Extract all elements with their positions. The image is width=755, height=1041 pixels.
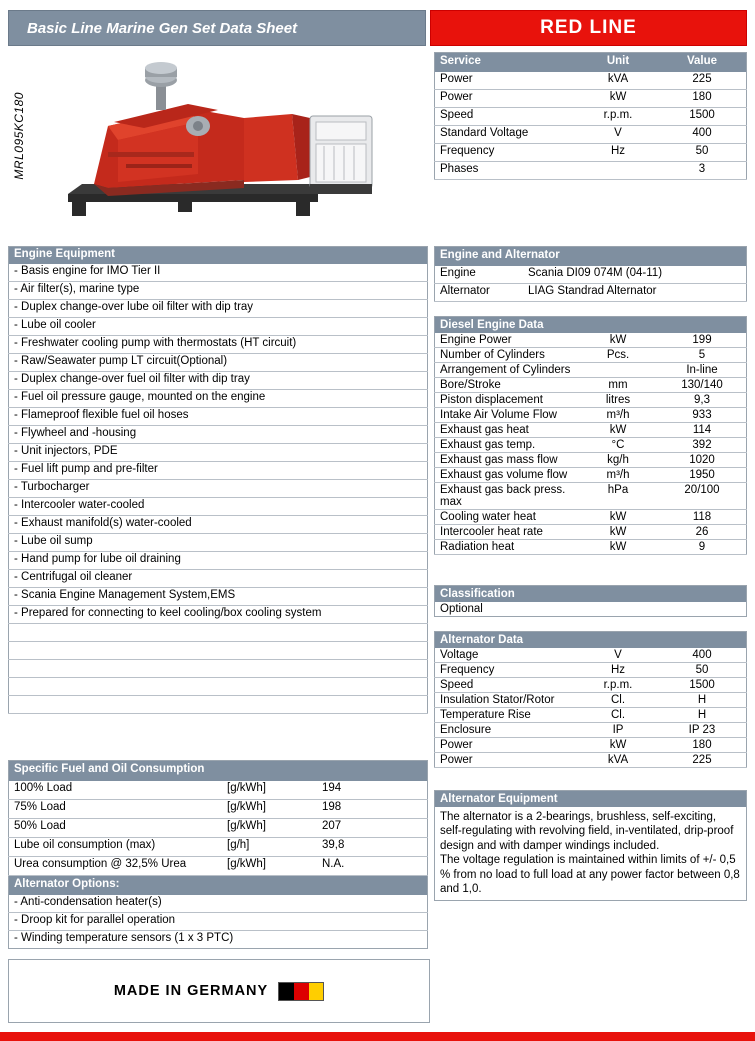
list-item	[9, 913, 428, 931]
row-value: 194	[308, 781, 428, 800]
row-value: 180	[658, 90, 747, 108]
row-unit: Pcs.	[578, 348, 658, 363]
engine-equipment-header	[9, 247, 428, 265]
list-item	[9, 696, 428, 714]
row-label: Exhaust gas heat	[435, 423, 579, 438]
row-value: 207	[308, 819, 428, 838]
item-label: - Droop kit for parallel operation	[9, 913, 428, 931]
row-value: 1500	[658, 678, 747, 693]
row-label: 75% Load	[9, 800, 223, 819]
alternator-data-header	[435, 632, 747, 649]
row-label: Intercooler heat rate	[435, 525, 579, 540]
row-unit: litres	[578, 393, 658, 408]
item-label	[9, 696, 428, 714]
alternator-equipment-paragraph-2: The voltage regulation is maintained within limits of +/- 0,5 % from no load to full load at any power factor between 0,8 and 1,0.	[440, 854, 740, 895]
row-value: N.A.	[308, 857, 428, 876]
row-label: Engine Power	[435, 333, 579, 348]
item-label: - Prepared for connecting to keel cooling/box cooling system	[9, 606, 428, 624]
table-row	[435, 738, 747, 753]
table-row	[435, 693, 747, 708]
list-item	[9, 282, 428, 300]
list-item	[9, 606, 428, 624]
section-title: Specific Fuel and Oil Consumption	[9, 761, 428, 782]
row-unit: kW	[578, 525, 658, 540]
service-table	[434, 52, 747, 180]
row-unit: r.p.m.	[578, 678, 658, 693]
item-label: - Air filter(s), marine type	[9, 282, 428, 300]
row-unit: kW	[578, 423, 658, 438]
table-row	[435, 602, 747, 617]
table-row	[435, 126, 747, 144]
section-title: Engine and Alternator	[435, 247, 747, 267]
list-item	[9, 534, 428, 552]
list-item	[9, 318, 428, 336]
row-unit: hPa	[578, 483, 658, 510]
list-item	[9, 480, 428, 498]
table-row	[435, 723, 747, 738]
row-unit	[578, 162, 658, 180]
row-unit: m³/h	[578, 468, 658, 483]
row-unit: [g/kWh]	[222, 781, 308, 800]
row-label: Speed	[435, 108, 579, 126]
table-row	[435, 423, 747, 438]
row-value: 198	[308, 800, 428, 819]
item-label: - Lube oil sump	[9, 534, 428, 552]
row-value: 118	[658, 510, 747, 525]
item-label	[9, 678, 428, 696]
list-item	[9, 931, 428, 949]
row-label: Frequency	[435, 144, 579, 162]
row-label: Intake Air Volume Flow	[435, 408, 579, 423]
row-value: 933	[658, 408, 747, 423]
list-item	[9, 660, 428, 678]
engine-photo	[48, 56, 398, 226]
row-unit: kW	[578, 738, 658, 753]
top-section	[8, 52, 747, 232]
item-label: - Intercooler water-cooled	[9, 498, 428, 516]
table-row	[9, 838, 428, 857]
row-unit: kVA	[578, 753, 658, 768]
row-label: Frequency	[435, 663, 579, 678]
table-row	[435, 510, 747, 525]
row-unit: kW	[578, 90, 658, 108]
row-unit: kW	[578, 333, 658, 348]
section-title: Classification	[435, 586, 747, 603]
classification-table	[434, 585, 747, 617]
row-unit: [g/kWh]	[222, 857, 308, 876]
row-label: 100% Load	[9, 781, 223, 800]
service-table-header	[435, 53, 747, 73]
section-title: Alternator Equipment	[435, 791, 747, 808]
row-value: 20/100	[658, 483, 747, 510]
main-columns	[8, 246, 747, 1023]
engine-equipment-table	[8, 246, 428, 714]
item-label	[9, 624, 428, 642]
engine-alternator-header	[435, 247, 747, 267]
table-row	[9, 857, 428, 876]
row-unit	[578, 363, 658, 378]
row-unit: V	[578, 126, 658, 144]
row-label: Temperature Rise	[435, 708, 579, 723]
diesel-engine-data-header	[435, 317, 747, 334]
table-row	[435, 663, 747, 678]
item-label: - Centrifugal oil cleaner	[9, 570, 428, 588]
table-row	[435, 468, 747, 483]
alternator-equipment-paragraph-1: The alternator is a 2-bearings, brushless, self-exciting, self-regulating with revolving field, in-ventilated, drip-proof design and with damper windings included.	[440, 811, 734, 852]
list-item	[9, 300, 428, 318]
row-value: 50	[658, 144, 747, 162]
row-value: 400	[658, 126, 747, 144]
row-value: 130/140	[658, 378, 747, 393]
row-unit: °C	[578, 438, 658, 453]
list-item	[9, 678, 428, 696]
row-label: Exhaust gas volume flow	[435, 468, 579, 483]
item-label: - Flameproof flexible fuel oil hoses	[9, 408, 428, 426]
row-value: H	[658, 693, 747, 708]
list-item	[9, 624, 428, 642]
row-value: 225	[658, 753, 747, 768]
row-unit: [g/h]	[222, 838, 308, 857]
table-row	[435, 162, 747, 180]
row-unit: kW	[578, 510, 658, 525]
row-unit: [g/kWh]	[222, 800, 308, 819]
row-value: 39,8	[308, 838, 428, 857]
section-title: Engine Equipment	[9, 247, 428, 265]
row-value: In-line	[658, 363, 747, 378]
service-col-unit: Unit	[578, 53, 658, 73]
table-row	[435, 393, 747, 408]
engine-alternator-table	[434, 246, 747, 302]
service-panel	[428, 52, 747, 232]
row-unit: V	[578, 648, 658, 663]
list-item	[9, 444, 428, 462]
row-label: Radiation heat	[435, 540, 579, 555]
row-unit: m³/h	[578, 408, 658, 423]
row-label: Exhaust gas temp.	[435, 438, 579, 453]
section-title: Alternator Options:	[9, 876, 428, 895]
table-row	[435, 708, 747, 723]
table-row	[435, 540, 747, 555]
table-row	[435, 525, 747, 540]
page-header	[8, 10, 747, 46]
list-item	[9, 552, 428, 570]
row-value: 180	[658, 738, 747, 753]
table-row	[9, 800, 428, 819]
table-row	[435, 108, 747, 126]
table-row	[435, 333, 747, 348]
row-label: Engine	[435, 266, 524, 284]
row-label: Speed	[435, 678, 579, 693]
table-row	[435, 72, 747, 90]
item-label: - Fuel oil pressure gauge, mounted on the engine	[9, 390, 428, 408]
list-item	[9, 462, 428, 480]
row-unit: kg/h	[578, 453, 658, 468]
table-row	[435, 753, 747, 768]
item-label: - Fuel lift pump and pre-filter	[9, 462, 428, 480]
table-row	[435, 348, 747, 363]
row-label: Power	[435, 753, 579, 768]
row-unit: Hz	[578, 144, 658, 162]
german-flag-icon	[278, 982, 324, 1001]
table-row	[435, 453, 747, 468]
item-label: - Scania Engine Management System,EMS	[9, 588, 428, 606]
item-label: - Unit injectors, PDE	[9, 444, 428, 462]
row-value: 1500	[658, 108, 747, 126]
item-label: - Hand pump for lube oil draining	[9, 552, 428, 570]
left-column	[8, 246, 428, 1023]
item-label: - Lube oil cooler	[9, 318, 428, 336]
table-row	[435, 363, 747, 378]
row-label: Exhaust gas back press. max	[435, 483, 579, 510]
alternator-options-table	[8, 876, 428, 949]
row-unit: Cl.	[578, 693, 658, 708]
row-value: 1950	[658, 468, 747, 483]
item-label: - Duplex change-over fuel oil filter with dip tray	[9, 372, 428, 390]
table-row	[435, 144, 747, 162]
product-image-panel	[8, 52, 428, 232]
table-row	[435, 266, 747, 284]
table-row	[435, 648, 747, 663]
list-item	[9, 372, 428, 390]
item-label: - Anti-condensation heater(s)	[9, 895, 428, 913]
row-label: Piston displacement	[435, 393, 579, 408]
specific-consumption-header	[9, 761, 428, 782]
row-label: Alternator	[435, 284, 524, 302]
row-value: 400	[658, 648, 747, 663]
row-label: 50% Load	[9, 819, 223, 838]
made-in-germany-footer	[8, 959, 430, 1023]
list-item	[9, 895, 428, 913]
item-label	[9, 642, 428, 660]
row-unit: kVA	[578, 72, 658, 90]
alternator-equipment-text	[434, 807, 747, 901]
row-value: Scania DI09 074M (04-11)	[523, 266, 747, 284]
item-label: - Basis engine for IMO Tier II	[9, 264, 428, 282]
row-label: Power	[435, 738, 579, 753]
brand-logo: RED LINE	[430, 10, 747, 46]
section-title: Diesel Engine Data	[435, 317, 747, 334]
row-value: 9	[658, 540, 747, 555]
item-label: - Winding temperature sensors (1 x 3 PTC)	[14, 932, 234, 944]
row-unit: mm	[578, 378, 658, 393]
table-row	[9, 819, 428, 838]
table-row	[435, 284, 747, 302]
row-unit: Cl.	[578, 708, 658, 723]
list-item	[9, 498, 428, 516]
row-label: Power	[435, 90, 579, 108]
row-unit: kW	[578, 540, 658, 555]
table-row	[435, 90, 747, 108]
engine-illustration	[48, 56, 398, 226]
section-title: Alternator Data	[435, 632, 747, 649]
list-item	[9, 588, 428, 606]
right-column	[428, 246, 747, 901]
list-item	[9, 570, 428, 588]
list-item	[9, 642, 428, 660]
table-row	[435, 378, 747, 393]
row-label: Cooling water heat	[435, 510, 579, 525]
row-unit: Hz	[578, 663, 658, 678]
row-value: 114	[658, 423, 747, 438]
bottom-red-band	[0, 1032, 755, 1041]
row-value: 392	[658, 438, 747, 453]
row-label: Standard Voltage	[435, 126, 579, 144]
diesel-engine-data-table	[434, 316, 747, 555]
alternator-equipment-header	[435, 791, 747, 808]
row-label: Voltage	[435, 648, 579, 663]
row-value: 3	[658, 162, 747, 180]
alternator-data-table	[434, 631, 747, 768]
list-item	[9, 264, 428, 282]
row-value: 9,3	[658, 393, 747, 408]
row-value: H	[658, 708, 747, 723]
item-label: - Turbocharger	[9, 480, 428, 498]
table-row	[435, 483, 747, 510]
item-label: - Freshwater cooling pump with thermostats (HT circuit)	[9, 336, 428, 354]
row-label: Number of Cylinders	[435, 348, 579, 363]
service-col-service: Service	[435, 53, 579, 73]
item-label	[9, 660, 428, 678]
row-label: Urea consumption @ 32,5% Urea	[9, 857, 223, 876]
classification-header	[435, 586, 747, 603]
row-value: 1020	[658, 453, 747, 468]
alternator-equipment-table	[434, 790, 747, 807]
list-item	[9, 426, 428, 444]
row-value: Optional	[440, 603, 483, 615]
row-label: Phases	[435, 162, 579, 180]
list-item	[9, 354, 428, 372]
table-row	[435, 678, 747, 693]
alternator-options-header	[9, 876, 428, 895]
item-label: - Duplex change-over lube oil filter with dip tray	[9, 300, 428, 318]
row-value: 26	[658, 525, 747, 540]
row-label: Arrangement of Cylinders	[435, 363, 579, 378]
row-label: Lube oil consumption (max)	[9, 838, 223, 857]
table-row	[435, 408, 747, 423]
page-title: Basic Line Marine Gen Set Data Sheet	[8, 10, 426, 46]
row-value: LIAG Standrad Alternator	[523, 284, 747, 302]
service-col-value: Value	[658, 53, 747, 73]
list-item	[9, 390, 428, 408]
made-in-germany-label: MADE IN GERMANY	[113, 983, 269, 999]
list-item	[9, 336, 428, 354]
row-unit: r.p.m.	[578, 108, 658, 126]
specific-consumption-table	[8, 760, 428, 876]
row-label: Power	[435, 72, 579, 90]
item-label: - Flywheel and -housing	[9, 426, 428, 444]
item-label: - Raw/Seawater pump LT circuit(Optional)	[9, 354, 428, 372]
model-code: MRL095KC180	[12, 92, 26, 180]
row-value: IP 23	[658, 723, 747, 738]
row-unit: IP	[578, 723, 658, 738]
list-item	[9, 516, 428, 534]
row-label: Bore/Stroke	[435, 378, 579, 393]
row-label: Insulation Stator/Rotor	[435, 693, 579, 708]
row-label: Exhaust gas mass flow	[435, 453, 579, 468]
list-item	[9, 408, 428, 426]
table-row	[435, 438, 747, 453]
row-value: 5	[658, 348, 747, 363]
item-label: - Exhaust manifold(s) water-cooled	[9, 516, 428, 534]
row-value: 50	[658, 663, 747, 678]
row-unit: [g/kWh]	[222, 819, 308, 838]
row-label: Enclosure	[435, 723, 579, 738]
row-value: 225	[658, 72, 747, 90]
row-value: 199	[658, 333, 747, 348]
table-row	[9, 781, 428, 800]
